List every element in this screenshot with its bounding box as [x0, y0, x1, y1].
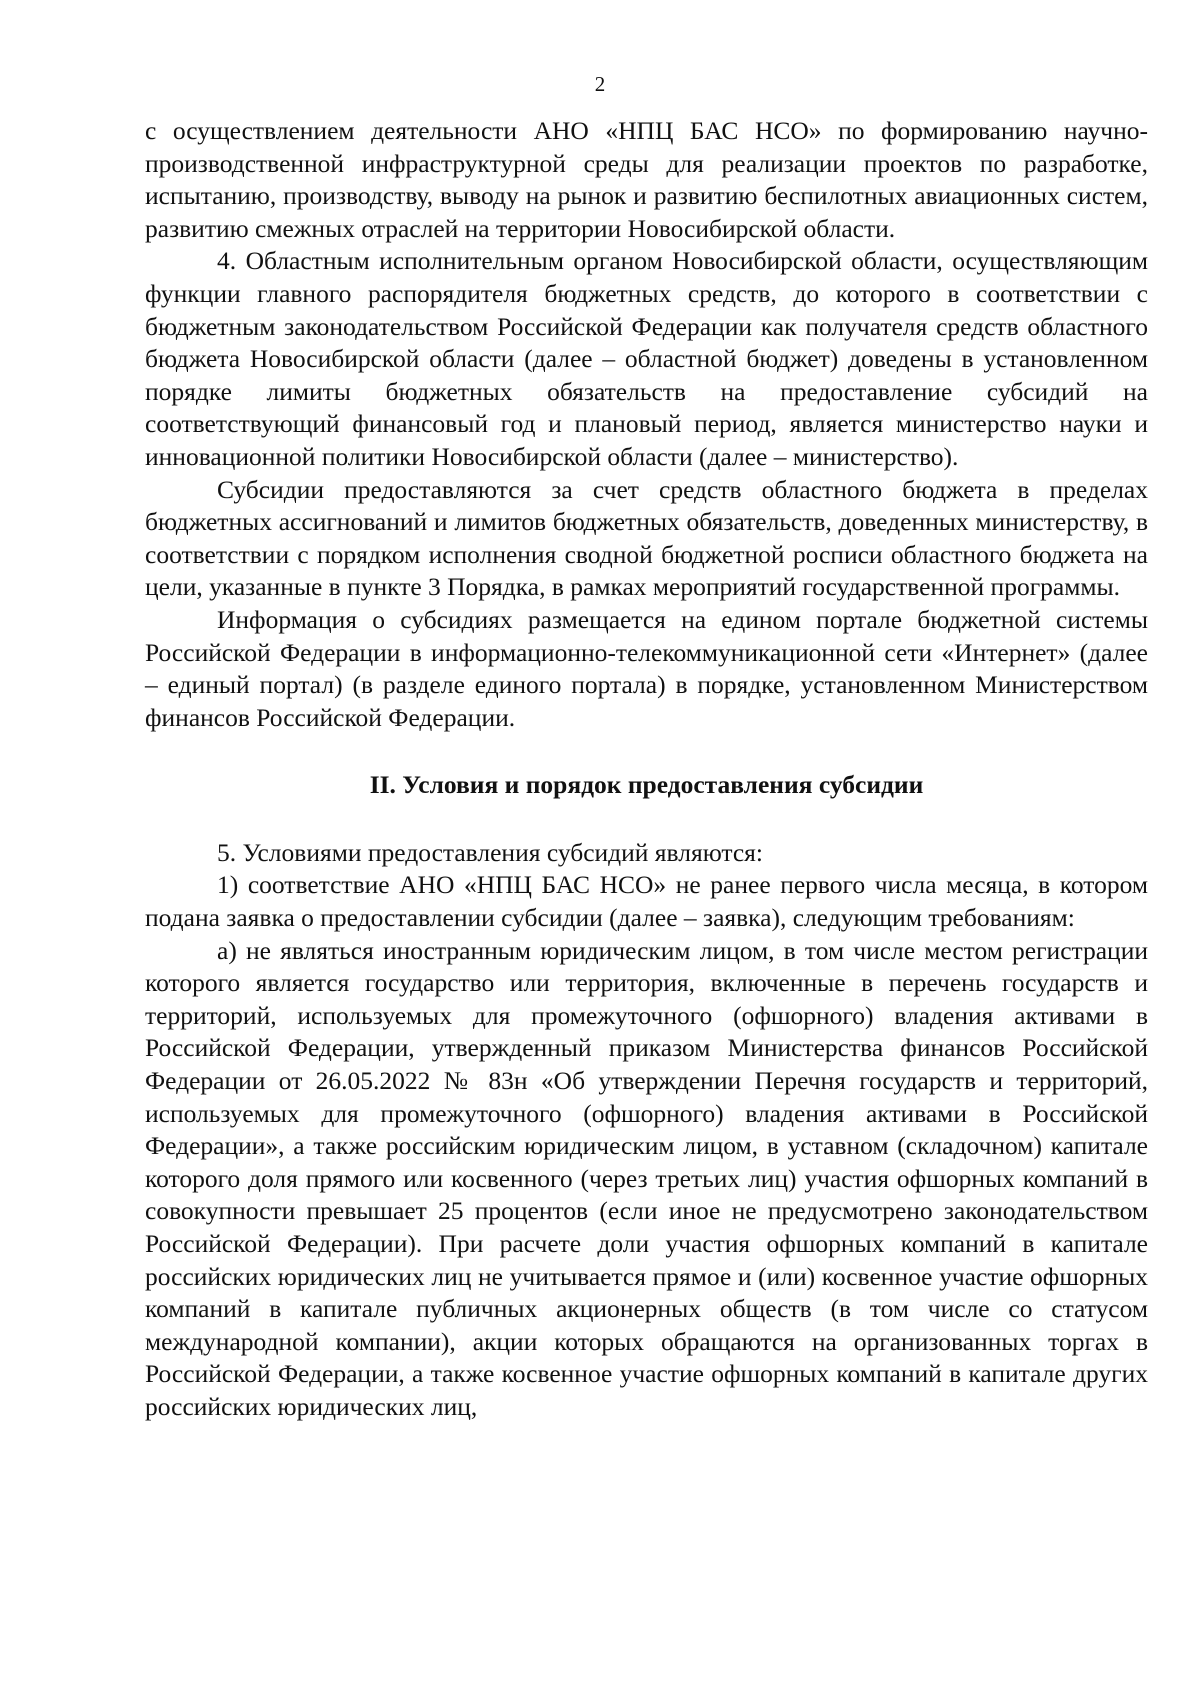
paragraph-item-5: 5. Условиями предоставления субсидий являются: — [217, 837, 763, 867]
document-body — [145, 115, 1148, 1424]
paragraph-item-4: 4. Областным исполнительным органом Новосибирской области, осуществляющим функции главного распорядителя бюджетных средств, до которого в соответствии с бюджетным законодательством Российской Федерации как получателя средств областного бюджета Новосибирской области (далее – областной бюджет) доведены в установленном порядке лимиты бюджетных обязательств на предоставление субсидий на соответствующий финансовый год и плановый период, является министерство науки и инновационной политики Новосибирской области (далее – министерство). — [145, 246, 1148, 471]
paragraph-subitem-a: а) не являться иностранным юридическим лицом, в том числе местом регистрации которого является государство или территория, включенные в перечень государств и территорий, используемых для промежуточного (офшорного) владения активами в Российской Федерации, утвержденный приказом Министерства финансов Российской Федерации от 26.05.2022 № 83н «Об утверждении Перечня государств и территорий, используемых для промежуточного (офшорного) владения активами в Российской Федерации», а также российским юридическим лицом, в уставном (складочном) капитале которого доля прямого или косвенного (через третьих лиц) участия офшорных компаний в совокупности превышает 25 процентов (если иное не предусмотрено законодательством Российской Федерации). При расчете доли участия офшорных компаний в капитале российских юридических лиц не учитывается прямое и (или) косвенное участие офшорных компаний в капитале публичных акционерных обществ (в том числе со статусом международной компании), акции которых обращаются на организованных торгах в Российской Федерации, а также косвенное участие офшорных компаний в капитале других российских юридических лиц, — [145, 935, 1148, 1421]
paragraph-subsidies-funding: Субсидии предоставляются за счет средств областного бюджета в пределах бюджетных ассигнований и лимитов бюджетных обязательств, доведенных министерству, в соответствии с порядком исполнения сводной бюджетной росписи областного бюджета на цели, указанные в пункте 3 Порядка, в рамках мероприятий государственной программы. — [145, 474, 1148, 602]
paragraph-continuation: с осуществлением деятельности АНО «НПЦ БАС НСО» по формированию научно-производственной инфраструктурной среды для реализации проектов по разработке, испытанию, производству, выводу на рынок и развитию беспилотных авиационных систем, развитию смежных отраслей на территории Новосибирской области. — [145, 116, 1148, 243]
section-heading: II. Условия и порядок предоставления субсидии — [369, 770, 924, 800]
paragraph-subsidies-info: Информация о субсидиях размещается на едином портале бюджетной системы Российской Федерации в информационно-телекоммуникационной сети «Интернет» (далее – единый портал) (в разделе единого портала) в порядке, установленном Министерством финансов Российской Федерации. — [145, 604, 1148, 732]
page-number: 2 — [594, 72, 606, 96]
paragraph-subitem-1: 1) соответствие АНО «НПЦ БАС НСО» не ранее первого числа месяца, в котором подана заявка о предоставлении субсидии (далее – заявка), следующим требованиям: — [145, 870, 1148, 933]
